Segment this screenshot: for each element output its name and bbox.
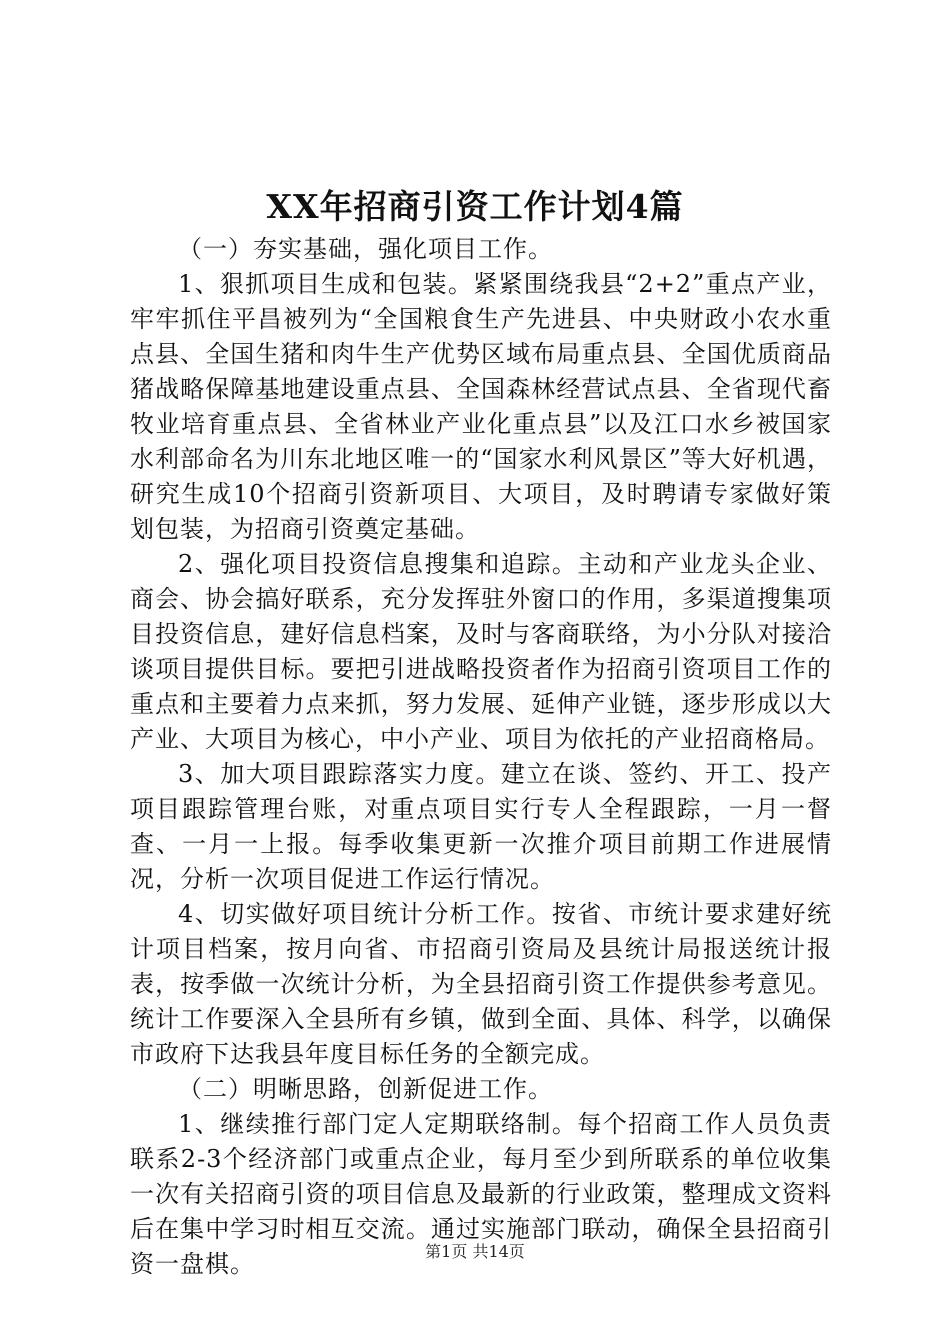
- page-footer: [0, 1241, 950, 1263]
- paragraph-investment-info: 2、强化项目投资信息搜集和追踪。主动和产业龙头企业、商会、协会搞好联系，充分发挥驻外窗口的作用，多渠道搜集项目投资信息，建好信息档案，及时与客商联络，为小分队对接洽谈项目提供目标。要把引进战略投资者作为招商引资项目工作的重点和主要着力点来抓，努力发展、延伸产业链，逐步形成以大产业、大项目为核心，中小产业、项目为依托的产业招商格局。: [130, 550, 832, 753]
- paragraph-statistics: 4、切实做好项目统计分析工作。按省、市统计要求建好统计项目档案，按月向省、市招商引资局及县统计局报送统计报表，按季做一次统计分析，为全县招商引资工作提供参考意见。统计工作要深入全县所有乡镇，做到全面、具体、科学，以确保市政府下达我县年度目标任务的全额完成。: [130, 900, 832, 1068]
- paragraph-liaison-system: 1、继续推行部门定人定期联络制。每个招商工作人员负责联系2-3个经济部门或重点企业，每月至少到所联系的单位收集一次有关招商引资的项目信息及最新的行业政策，整理成文资料后在集中学习时相互交流。通过实施部门联动，确保全县招商引资一盘棋。: [130, 1110, 832, 1278]
- paragraph-project-packaging: 1、狠抓项目生成和包装。紧紧围绕我县“2+2”重点产业，牢牢抓住平昌被列为“全国粮食生产先进县、中央财政小农水重点县、全国生猪和肉牛生产优势区域布局重点县、全国优质商品猪战略保障基地建设重点县、全国森林经营试点县、全省现代畜牧业培育重点县、全省林业产业化重点县”以及江口水乡被国家水利部命名为川东北地区唯一的“国家水利风景区”等大好机遇，研究生成10个招商引资新项目、大项目，及时聘请专家做好策划包装，为招商引资奠定基础。: [130, 270, 832, 543]
- page-number: 第1页 共14页: [425, 1242, 525, 1261]
- document-title: XX年招商引资工作计划4篇: [266, 187, 684, 226]
- section-heading-1: （一）夯实基础，强化项目工作。: [178, 235, 553, 263]
- section-heading-2: （二）明晰思路，创新促进工作。: [178, 1075, 553, 1103]
- document-body: [130, 232, 832, 1282]
- paragraph-project-tracking: 3、加大项目跟踪落实力度。建立在谈、签约、开工、投产项目跟踪管理台账，对重点项目实行专人全程跟踪，一月一督查、一月一上报。每季收集更新一次推介项目前期工作进展情况，分析一次项目促进工作运行情况。: [130, 760, 832, 893]
